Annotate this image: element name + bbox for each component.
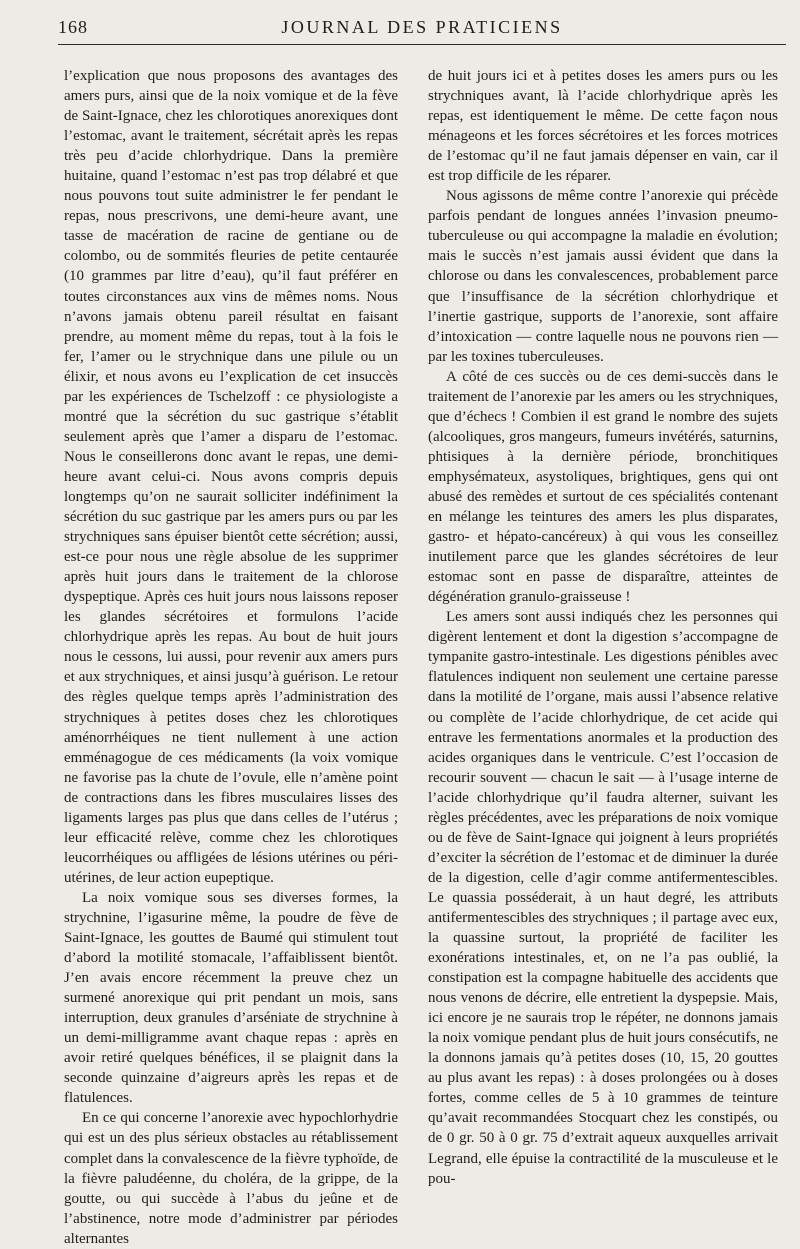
paragraph: l’explication que nous proposons des avantages des amers purs, ainsi que de la noix vomique et de la fève de Saint-Ignace, chez les chlorotiques anorexiques dont l’estomac, avant le traitement, sécrétait après les repas très peu d’acide chlorhydrique. Dans la première huitaine, quand l’estomac n’est pas trop délabré et que nous pouvons tout suite administrer le fer pendant le repas, nous prescrivons, une demi-heure avant, une tasse de macération de racine de gentiane ou de colombo, ou de sommités fleuries de petite centaurée (10 grammes par litre d’eau), qu’il faut préférer en toutes circonstances aux vins de mêmes noms. Nous n’avons jamais obtenu pareil résultat en faisant prendre, au moment même du repas, tout à la fois le fer, l’amer ou le strychnique dans une pilule ou un élixir, et nous avons eu l’explication de cet insuccès par les expériences de Tschelzoff : ce physiologiste a montré que la sécrétion du suc gastrique s’établit seulement après que l’amer a disparu de l’estomac. Nous le conseillerons donc avant le repas, une demi-heure avant celui-ci. Nous avons compris depuis longtemps qu’on ne saurait solliciter indéfiniment la sécrétion du suc gastrique par les amers purs ou par les strychniques sans épuiser bientôt cette sécrétion; aussi, est-ce pour nous une règle absolue de les supprimer après huit jours dans le traitement de la chlorose dyspeptique. Après ces huit jours nous laissons reposer les glandes sécrétoires et formulons l’acide chlorhydrique après les repas. Au bout de huit jours nous le cessons, lui aussi, pour revenir aux amers purs et aux strychniques, et ainsi jusqu’à guérison. Le retour des règles quelque temps après l’administration des strychniques à petites doses chez les chlorotiques aménorrhéiques ne tient nullement à une action emménagogue de ces médicaments (la voix vomique ne favorise pas la chute de l’ovule, elle n’amène point de contractions dans les fibres musculaires lisses des ligaments larges pas plus que dans celles de l’utérus ; leur efficacité relève, comme chez les chlorotiques leucorrhéiques ou affligées de lésions utérines ou péri-utérines, de leur action eupeptique. [64,68,398,886]
paragraph: La noix vomique sous ses diverses formes, la strychnine, l’igasurine même, la poudre de fève de Saint-Ignace, les gouttes de Baumé qui stimulent tout d’abord la motilité stomacale, l’affaiblissent bientôt. J’en avais encore récemment la preuve chez un surmené anorexique qui prit pendant un mois, sans interruption, deux granules d’arséniate de strychnine à un demi-milligramme avant chaque repas : après en avoir retiré quelques bénéfices, il se plaignit dans la seconde quinzaine d’aigreurs après les repas et de flatulences. [64,889,398,1107]
paragraph: Les amers sont aussi indiqués chez les personnes qui digèrent lentement et dont la digestion s’accompagne de tympanite gastro-intestinale. Les digestions pénibles avec flatulences indiquent non seulement une certaine paresse dans la motilité de l’organe, mais aussi l’absence relative ou complète de l’acide chlorhydrique, de cet acide qui entrave les fermentations anormales et la production des acides organiques dans le ventricule. C’est l’occasion de recourir souvent — chacun le sait — à l’usage interne de l’acide chlorhydrique qu’il faudra alterner, suivant les règles précédentes, avec les préparations de noix vomique ou de fève de Saint-Ignace qui joignent à leurs propriétés d’exciter la sécrétion de l’estomac et de diminuer la durée de la digestion, celle d’agir comme antifermentescibles. Le quassia posséderait, à un haut degré, les attributs antifermentescibles des strychniques ; il partage avec eux, la quassine surtout, la propriété de faciliter les exonérations intestinales, et, on ne l’a pas oublié, la constipation est la compagne habituelle des accidents que nous venons de décrire, elle entretient la dyspepsie. Mais, ici encore je ne saurais trop le répéter, ne donnons jamais la noix vomique pendant plus de huit jours consécutifs, ne la donnons jamais qu’à petites doses (10, 15, 20 gouttes au plus avant les repas) : à doses prolongées ou à doses fortes, comme celles de 5 à 10 grammes de teinture qu’avait recommandées Stocquart chez les constipés, ou de 0 gr. 50 à 0 gr. 75 d’extrait aqueux auxquelles arrivait Legrand, elle épuise la contractilité de la musculeuse et le pou- [428,609,778,1187]
right-column [428,66,778,1187]
running-header [58,14,786,45]
journal-title: JOURNAL DES PRATICIENS [281,17,563,37]
paragraph: de huit jours ici et à petites doses les amers purs ou les strychniques avant, là l’acide chlorhydrique après les repas, est identiquement le même. De cette façon nous ménageons et les forces sécrétoires et les forces motrices de l’estomac qu’il ne faut jamais dépenser en vain, car il est trop difficile de les réparer. [428,68,778,185]
left-column [64,66,398,1247]
page-number: 168 [58,17,88,37]
paragraph: Nous agissons de même contre l’anorexie qui précède parfois pendant de longues années l’invasion pneumo-tuberculeuse ou qui accompagne la maladie en évolution; mais le succès n’est jamais aussi évident que dans la chlorose ou dans les convalescences, probablement parce que l’insuffisance de la sécrétion chlorhydrique et l’inertie gastrique, supports de l’anorexie, sont affaire d’intoxication — contre laquelle nous ne pouvons rien — par les toxines tuberculeuses. [428,188,778,365]
paragraph: A côté de ces succès ou de ces demi-succès dans le traitement de l’anorexie par les amers ou les strychniques, que d’échecs ! Combien il est grand le nombre des sujets (alcooliques, gros mangeurs, fumeurs invétérés, saturnins, phtisiques à la dernière période, bronchitiques emphysémateux, asystoliques, brightiques, gens qui ont abusé des remèdes et surtout de ces spécialités contenant en mélange les teintures des amers les plus disparates, gastro- et hépato-cancéreux) à qui vous les conseillez inutilement parce que les glandes sécrétoires de leur estomac sont en passe de disparaître, atteintes de dégénération granulo-graisseuse ! [428,368,778,606]
paragraph: En ce qui concerne l’anorexie avec hypochlorhydrie qui est un des plus sérieux obstacles au rétablissement complet dans la convalescence de la fièvre typhoïde, de la fièvre paludéenne, du choléra, de la grippe, de la goutte, ou qui succède à l’abus du jeûne et de l’abstinence, notre mode d’administrer par périodes alternantes [64,1110,398,1247]
